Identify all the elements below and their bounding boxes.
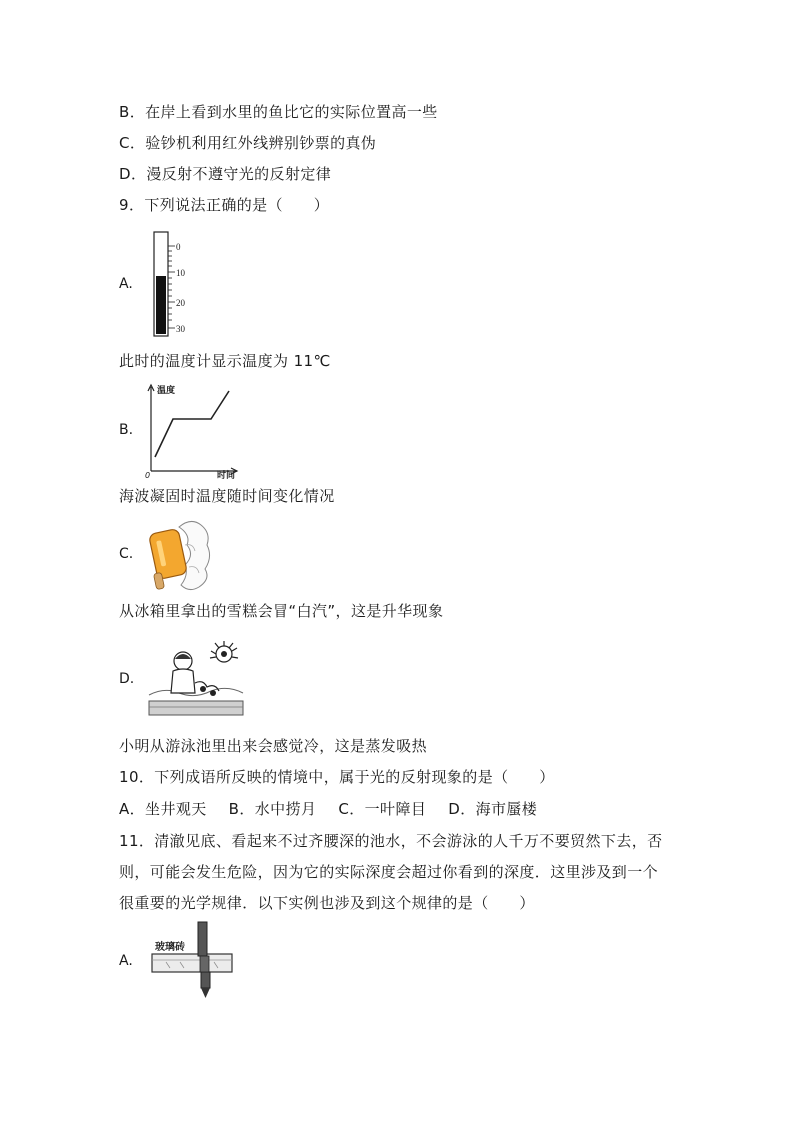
q9-c-label: C. bbox=[119, 546, 134, 562]
q9-a-caption: 此时的温度计显示温度为 11℃ bbox=[119, 352, 331, 370]
q10-stem: 10．下列成语所反映的情境中，属于光的反射现象的是（ ） bbox=[119, 768, 555, 786]
thermo-tick-20: 20 bbox=[176, 298, 185, 308]
graph-origin: 0 bbox=[145, 471, 151, 479]
q9-a-label: A. bbox=[119, 276, 133, 292]
q9-c-caption: 从冰箱里拿出的雪糕会冒“白汽”，这是升华现象 bbox=[119, 602, 444, 620]
q11-stem-line3: 很重要的光学规律．以下实例也涉及到这个规律的是（ ） bbox=[119, 894, 535, 912]
temperature-time-graph bbox=[143, 381, 243, 479]
q8-option-d: D．漫反射不遵守光的反射定律 bbox=[119, 165, 332, 183]
q10-option-a: A．坐井观天 bbox=[119, 800, 207, 818]
thermo-tick-0: 0 bbox=[176, 242, 181, 252]
ice-cream-bar-figure bbox=[145, 515, 215, 593]
q11-a-label: A. bbox=[119, 953, 133, 969]
q9-b-caption: 海波凝固时温度随时间变化情况 bbox=[119, 487, 335, 505]
graph-xlabel: 时间 bbox=[217, 471, 236, 479]
q10-option-c: C．一叶障目 bbox=[338, 800, 427, 818]
q8-option-b: B．在岸上看到水里的鱼比它的实际位置高一些 bbox=[119, 103, 438, 121]
swimming-pool-figure bbox=[145, 637, 245, 719]
graph-ylabel: 温度 bbox=[157, 386, 176, 396]
q9-d-caption: 小明从游泳池里出来会感觉冷，这是蒸发吸热 bbox=[119, 737, 428, 755]
q9-d-label: D. bbox=[119, 671, 135, 687]
q8-option-c: C．验钞机利用红外线辨别钞票的真伪 bbox=[119, 134, 377, 152]
q10-option-b: B．水中捞月 bbox=[228, 800, 317, 818]
q10-options bbox=[119, 799, 559, 819]
glass-brick-label: 玻璃砖 bbox=[155, 942, 185, 953]
q11-stem-line2: 则，可能会发生危险，因为它的实际深度会超过你看到的深度．这里涉及到一个 bbox=[119, 863, 659, 881]
glass-brick-pen-figure bbox=[146, 918, 238, 1000]
q10-option-d: D．海市蜃楼 bbox=[448, 800, 538, 818]
thermo-tick-10: 10 bbox=[176, 268, 185, 278]
q9-b-label: B. bbox=[119, 422, 134, 438]
thermo-tick-30: 30 bbox=[176, 324, 185, 334]
q9-stem: 9．下列说法正确的是（ ） bbox=[119, 196, 330, 214]
thermometer-figure bbox=[148, 228, 194, 338]
q11-stem-line1: 11．清澈见底、看起来不过齐腰深的池水，不会游泳的人千万不要贸然下去，否 bbox=[119, 832, 663, 850]
